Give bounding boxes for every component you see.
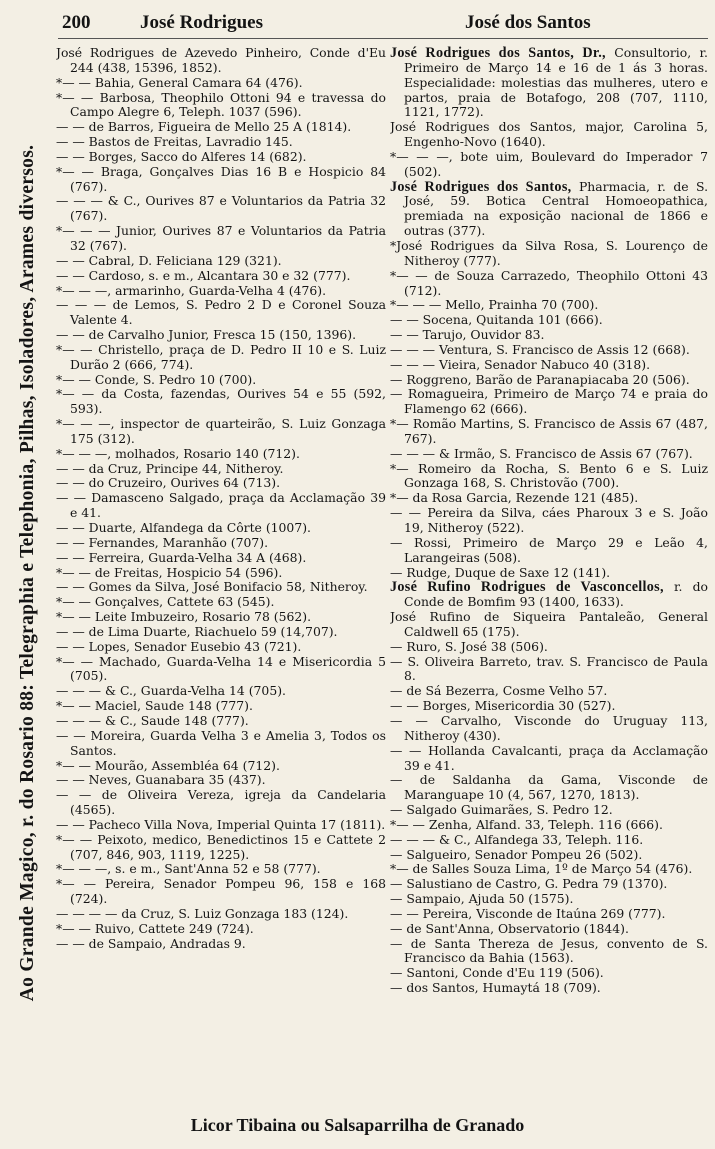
left-column (56, 46, 386, 1101)
directory-entry (56, 862, 386, 877)
directory-entry (390, 655, 708, 685)
directory-entry (56, 699, 386, 714)
directory-entry (390, 744, 708, 774)
entry-text: — — de Oliveira Vereza, igreja da Candelaria (4565). (56, 787, 386, 818)
entry-text: — — Moreira, Guarda Velha 3 e Amelia 3, Todos os Santos. (56, 727, 386, 758)
entry-text: — — de Barros, Figueira de Mello 25 A (1814). (56, 119, 352, 135)
directory-entry (56, 714, 386, 729)
entry-text: — — — Ventura, S. Francisco de Assis 12 (668). (390, 341, 690, 357)
directory-entry (390, 491, 708, 506)
directory-entry (56, 476, 386, 491)
directory-entry (390, 269, 708, 299)
directory-entry (390, 833, 708, 848)
directory-entry (56, 491, 386, 521)
directory-entry (56, 818, 386, 833)
entry-text: *— — Bahia, General Camara 64 (476). (56, 74, 303, 90)
directory-entry (390, 877, 708, 892)
entry-text: — — Hollanda Cavalcanti, praça da Acclamação 39 e 41. (390, 742, 708, 773)
directory-entry (56, 759, 386, 774)
directory-entry (390, 447, 708, 462)
entry-text: — — da Cruz, Principe 44, Nitheroy. (56, 460, 284, 476)
entry-text: — Sampaio, Ajuda 50 (1575). (390, 891, 574, 907)
entry-text: *— — da Costa, fazendas, Ourives 54 e 55 (592, 593). (56, 386, 386, 417)
directory-entry (390, 907, 708, 922)
directory-entry (390, 981, 708, 996)
directory-entry (390, 684, 708, 699)
entry-text: *— de Salles Souza Lima, 1º de Março 54 (476). (390, 861, 693, 877)
directory-entry (390, 358, 708, 373)
entry-text: José Rodrigues de Azevedo Pinheiro, Conde d'Eu 244 (438, 15396, 1852). (56, 46, 386, 75)
directory-entry (56, 224, 386, 254)
directory-entry (390, 714, 708, 744)
entry-text: — — Ferreira, Guarda-Velha 34 A (468). (56, 549, 307, 565)
entry-text: — — — de Lemos, S. Pedro 2 D e Coronel Souza Valente 4. (56, 297, 386, 328)
entry-text: *— — Gonçalves, Cattete 63 (545). (56, 594, 275, 610)
directory-entry (56, 298, 386, 328)
directory-entry (56, 150, 386, 165)
directory-entry (56, 269, 386, 284)
directory-entry (390, 462, 708, 492)
entry-text: *— — Zenha, Alfand. 33, Teleph. 116 (666). (390, 816, 663, 832)
entry-text: — — Tarujo, Ouvidor 83. (390, 327, 545, 343)
entry-text: Pharmacia, r. de S. José, 59. Botica Central Homoeopathica, premiada na exposição nacional de 1866 e outras (377). (404, 178, 708, 239)
directory-entry (390, 150, 708, 180)
entry-text: *— — —, armarinho, Guarda-Velha 4 (476). (56, 282, 327, 298)
directory-entry (56, 729, 386, 759)
entry-text: — Rudge, Duque de Saxe 12 (141). (390, 564, 611, 580)
entry-text: — — Pereira da Silva, cáes Pharoux 3 e S. João 19, Nitheroy (522). (390, 505, 708, 535)
directory-entry (56, 254, 386, 269)
directory-entry (56, 521, 386, 536)
directory-entry (390, 862, 708, 877)
directory-entry (56, 684, 386, 699)
entry-text: *— — — Mello, Prainha 70 (700). (390, 297, 599, 313)
entry-text: — Santoni, Conde d'Eu 119 (506). (390, 965, 604, 981)
entry-text: *— — Maciel, Saude 148 (777). (56, 698, 253, 714)
entry-text: — — Gomes da Silva, José Bonifacio 58, Nitheroy. (56, 579, 368, 595)
entry-text: — Rossi, Primeiro de Março 29 e Leão 4, Larangeiras (508). (390, 534, 708, 565)
entry-text: — — do Cruzeiro, Ourives 64 (713). (56, 475, 281, 491)
directory-entry (390, 699, 708, 714)
entry-text: — — de Lima Duarte, Riachuelo 59 (14,707). (56, 623, 338, 639)
directory-entry (56, 536, 386, 551)
directory-entry (390, 610, 708, 640)
entry-text: *— — Ruivo, Cattete 249 (724). (56, 920, 254, 936)
entry-text: — — Borges, Sacco do Alferes 14 (682). (56, 148, 307, 164)
directory-entry (390, 536, 708, 566)
footer-advertisement: Licor Tibaina ou Salsaparrilha de Granado (190, 1115, 525, 1135)
entry-text: Consultorio, r. Primeiro de Março 14 e 16 de 1 ás 3 horas. Especialidade: molestias das mulheres, utero e partos, praia de Botafogo, 208 (707, 1110, 1121, 1772). (404, 46, 708, 120)
directory-entry (56, 655, 386, 685)
entry-text: — — Carvalho, Visconde do Uruguay 113, Nitheroy (430). (390, 712, 708, 743)
entry-text: *— — Barbosa, Theophilo Ottoni 94 e travessa do Campo Alegre 6, Teleph. 1037 (596). (56, 89, 386, 120)
entry-text: *— — Conde, S. Pedro 10 (700). (56, 371, 257, 387)
entry-text: — — Borges, Misericordia 30 (527). (390, 698, 616, 714)
entry-text: — S. Oliveira Barreto, trav. S. Francisco de Paula 8. (390, 653, 708, 684)
entry-text: *— — —, bote uim, Boulevard do Imperador 7 (502). (390, 148, 708, 179)
entry-text: — de Saldanha da Gama, Visconde de Maranguape 10 (4, 567, 1270, 1813). (390, 772, 708, 803)
directory-entry (56, 284, 386, 299)
entry-text: — Roggreno, Barão de Paranapiacaba 20 (506). (390, 371, 690, 387)
entry-text: — — — Vieira, Senador Nabuco 40 (318). (390, 356, 651, 372)
entry-text: *— — Christello, praça de D. Pedro II 10 e S. Luiz Durão 2 (666, 774). (56, 341, 386, 372)
right-running-title: José dos Santos (465, 12, 591, 33)
entry-text: — de Sant'Anna, Observatorio (1844). (390, 920, 629, 936)
entry-text: *— — Machado, Guarda-Velha 14 e Misericordia 5 (705). (56, 653, 386, 684)
directory-entry (390, 966, 708, 981)
entry-text: *— — de Souza Carrazedo, Theophilo Ottoni 43 (712). (390, 267, 708, 298)
directory-entry (56, 462, 386, 477)
entry-text: *— Romão Martins, S. Francisco de Assis 67 (487, 767). (390, 416, 708, 446)
entry-text: — — de Carvalho Junior, Fresca 15 (150, 1396). (56, 327, 357, 343)
margin-advertisement-text: Ao Grande Magico, r. do Rosario 88: Telegraphia e Telephonia, Pilhas, Isoladores, Arames diversos. (17, 144, 38, 1001)
directory-entry (56, 788, 386, 818)
directory-entry (56, 135, 386, 150)
entry-text: José Rufino de Siqueira Pantaleão, General Caldwell 65 (175). (390, 609, 708, 639)
entry-text: — — Lopes, Senador Eusebio 43 (721). (56, 638, 302, 654)
entry-text: *— — Peixoto, medico, Benedictinos 15 e Cattete 2 (707, 846, 903, 1119, 1225). (56, 831, 386, 862)
vertical-margin-advertisement (8, 40, 48, 1105)
directory-entry (56, 610, 386, 625)
directory-entry (56, 76, 386, 91)
directory-entry (390, 180, 708, 239)
left-running-title: José Rodrigues (140, 12, 263, 33)
directory-entry (56, 373, 386, 388)
page-number: 200 (62, 12, 91, 33)
directory-entry (390, 387, 708, 417)
entry-text: — Romagueira, Primeiro de Março 74 e praia do Flamengo 62 (666). (390, 386, 708, 417)
entry-text: — — Cardoso, s. e m., Alcantara 30 e 32 (777). (56, 267, 351, 283)
directory-entry (56, 640, 386, 655)
directory-entry (56, 773, 386, 788)
directory-entry (56, 447, 386, 462)
entry-text: *— Romeiro da Rocha, S. Bento 6 e S. Luiz Gonzaga 168, S. Christovão (700). (390, 460, 708, 491)
entry-text: — — — & C., Guarda-Velha 14 (705). (56, 683, 286, 699)
directory-entry (390, 566, 708, 581)
directory-entry (390, 848, 708, 863)
directory-entry (56, 625, 386, 640)
header-divider (58, 38, 708, 39)
entry-text: *— — Leite Imbuzeiro, Rosario 78 (562). (56, 609, 312, 625)
entry-text: — — Damasceno Salgado, praça da Acclamação 39 e 41. (56, 490, 386, 521)
entry-text: *— — —, molhados, Rosario 140 (712). (56, 445, 300, 461)
directory-entry (56, 833, 386, 863)
directory-entry (390, 373, 708, 388)
directory-entry (56, 165, 386, 195)
directory-entry (390, 328, 708, 343)
directory-entry (390, 239, 708, 269)
entry-text: — Salgado Guimarães, S. Pedro 12. (390, 802, 613, 818)
entry-text: *— — de Freitas, Hospicio 54 (596). (56, 564, 283, 580)
entry-text: — — Bastos de Freitas, Lavradio 145. (56, 134, 293, 150)
directory-entry (390, 506, 708, 536)
entry-text: — — Cabral, D. Feliciana 129 (321). (56, 252, 282, 268)
directory-entry (390, 417, 708, 447)
directory-entry (56, 922, 386, 937)
directory-entry (390, 580, 708, 610)
running-header (0, 12, 715, 36)
directory-entry (56, 551, 386, 566)
entry-text: — — Fernandes, Maranhão (707). (56, 534, 269, 550)
directory-entry (56, 120, 386, 135)
directory-entry (56, 937, 386, 952)
entry-text: *— — Pereira, Senador Pompeu 96, 158 e 168 (724). (56, 876, 386, 907)
directory-entry (56, 328, 386, 343)
directory-entry (56, 194, 386, 224)
directory-entry (390, 640, 708, 655)
entry-heading: José Rufino Rodrigues de Vasconcellos, (390, 579, 664, 596)
directory-entry (390, 922, 708, 937)
entry-text: — — de Sampaio, Andradas 9. (56, 935, 246, 951)
directory-entry (390, 298, 708, 313)
entry-text: — — Pereira, Visconde de Itaúna 269 (777). (390, 905, 666, 921)
entry-text: — — Socena, Quitanda 101 (666). (390, 312, 603, 328)
entry-heading: José Rodrigues dos Santos, Dr., (390, 46, 606, 61)
directory-entry (56, 580, 386, 595)
directory-entry (56, 46, 386, 76)
directory-entry (56, 877, 386, 907)
entry-text: — Salgueiro, Senador Pompeu 26 (502). (390, 846, 643, 862)
entry-text: — — — & C., Ourives 87 e Voluntarios da Patria 32 (767). (56, 193, 386, 224)
entry-text: *— — Mourão, Assembléa 64 (712). (56, 757, 280, 773)
entry-text: r. do Conde de Bomfim 93 (1400, 1633). (404, 579, 708, 610)
entry-text: — — — & Irmão, S. Francisco de Assis 67 (767). (390, 445, 693, 461)
entry-text: *— — —, s. e m., Sant'Anna 52 e 58 (777). (56, 861, 321, 877)
entry-text: *— — Braga, Gonçalves Dias 16 B e Hospicio 84 (767). (56, 163, 386, 194)
directory-entry (390, 343, 708, 358)
directory-entry (56, 91, 386, 121)
directory-entry (390, 46, 708, 120)
entry-text: — — — — da Cruz, S. Luiz Gonzaga 183 (124). (56, 905, 349, 921)
entry-text: — de Santa Thereza de Jesus, convento de S. Francisco da Bahia (1563). (390, 935, 708, 966)
entry-text: José Rodrigues dos Santos, major, Carolina 5, Engenho-Novo (1640). (390, 119, 708, 150)
entry-text: — — — & C., Alfandega 33, Teleph. 116. (390, 831, 644, 847)
directory-entry (390, 773, 708, 803)
right-column (390, 46, 708, 1101)
entry-text: *— — — Junior, Ourives 87 e Voluntarios da Patria 32 (767). (56, 223, 386, 253)
entry-text: — Salustiano de Castro, G. Pedra 79 (1370). (390, 876, 668, 892)
directory-entry (56, 566, 386, 581)
entry-text: — Ruro, S. José 38 (506). (390, 638, 548, 654)
entry-text: *José Rodrigues da Silva Rosa, S. Lourenço de Nitheroy (777). (390, 237, 708, 268)
directory-entry (56, 387, 386, 417)
entry-text: — — Neves, Guanabara 35 (437). (56, 772, 266, 788)
entry-text: — dos Santos, Humaytá 18 (709). (390, 980, 601, 996)
entry-text: — — — & C., Saude 148 (777). (56, 712, 249, 728)
entry-text: — — Pacheco Villa Nova, Imperial Quinta 17 (1811). (56, 816, 386, 832)
directory-entry (56, 907, 386, 922)
entry-text: *— da Rosa Garcia, Rezende 121 (485). (390, 490, 639, 506)
directory-entry (390, 937, 708, 967)
entry-text: — de Sá Bezerra, Cosme Velho 57. (390, 683, 608, 699)
directory-entry (390, 120, 708, 150)
directory-entry (56, 343, 386, 373)
entry-heading: José Rodrigues dos Santos, (390, 178, 572, 195)
directory-entry (56, 417, 386, 447)
entry-text: *— — —, inspector de quarteirão, S. Luiz Gonzaga 175 (312). (56, 416, 386, 446)
directory-entry (390, 892, 708, 907)
entry-text: — — Duarte, Alfandega da Côrte (1007). (56, 520, 311, 535)
directory-entry (56, 595, 386, 610)
directory-entry (390, 818, 708, 833)
directory-entry (390, 313, 708, 328)
directory-entry (390, 803, 708, 818)
